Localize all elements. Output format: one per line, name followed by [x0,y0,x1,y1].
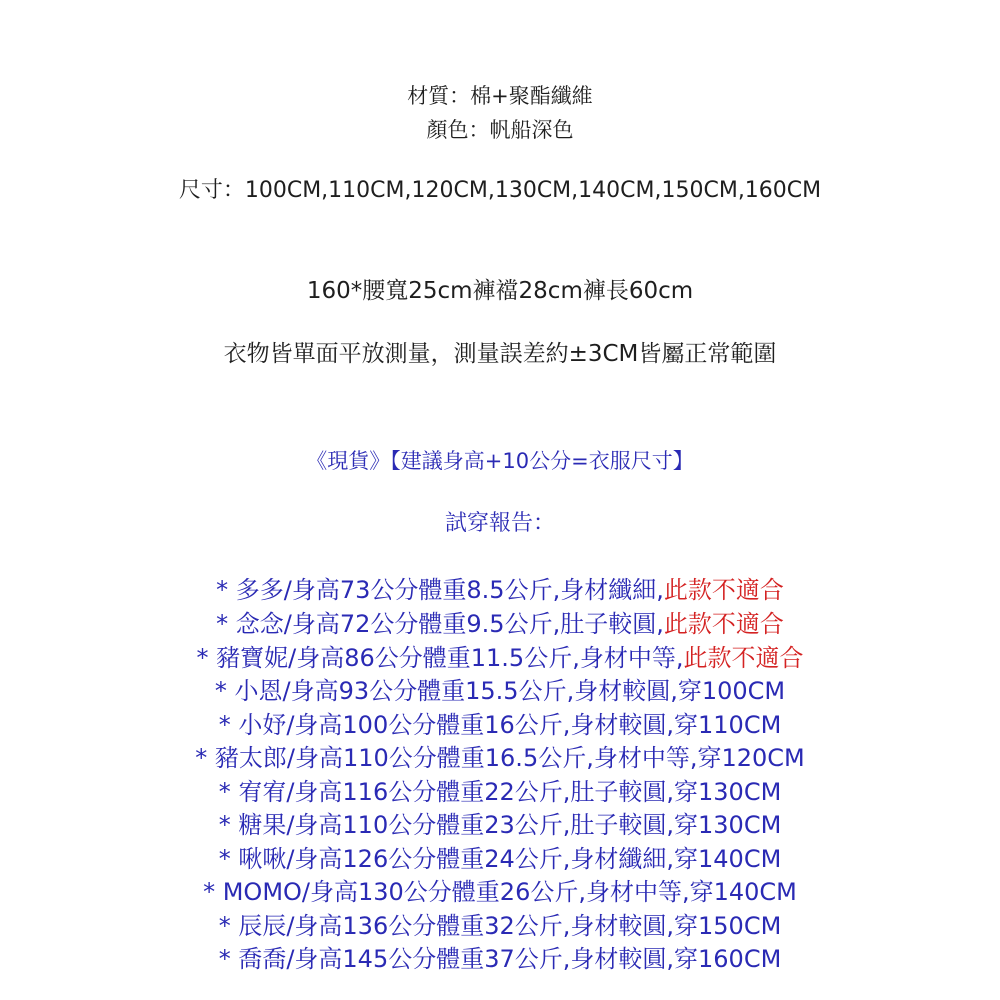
measurement-line: 160*腰寬25cm褲襠28cm褲長60cm [306,278,694,304]
report-text: * 糖果/身高110公分體重23公斤,肚子較圓,穿130CM [218,811,782,839]
report-text: * MOMO/身高130公分體重26公斤,身材中等,穿140CM [203,878,797,906]
report-text: * 喬喬/身高145公分體重37公斤,身材較圓,穿160CM [218,945,782,973]
report-text: * 念念/身高72公分體重9.5公斤,肚子較圓, [216,610,664,638]
report-text: * 小恩/身高93公分體重15.5公斤,身材較圓,穿100CM [214,677,786,705]
list-item [0,578,1000,602]
list-item [0,679,1000,703]
report-text: * 豬太郎/身高110公分體重16.5公斤,身材中等,穿120CM [195,744,805,772]
report-text: * 宥宥/身高116公分體重22公斤,肚子較圓,穿130CM [218,778,782,806]
list-item [0,746,1000,770]
size-suggestion-banner: 《現貨》【建議身高+10公分=衣服尺寸】 [306,449,694,473]
list-item [0,847,1000,871]
size-line: 尺寸：100CM,110CM,120CM,130CM,140CM,150CM,160CM [178,178,822,203]
list-item [0,612,1000,636]
report-text: * 辰辰/身高136公分體重32公斤,身材較圓,穿150CM [218,912,782,940]
measurement-note: 衣物皆單面平放測量，測量誤差約±3CM皆屬正常範圍 [223,341,777,367]
list-item [0,880,1000,904]
list-item [0,813,1000,837]
report-text: * 多多/身高73公分體重8.5公斤,身材纖細, [216,576,664,604]
report-verdict: 此款不適合 [663,610,784,638]
list-item [0,947,1000,971]
fitting-report-title: 試穿報告： [444,511,555,536]
report-text: * 啾啾/身高126公分體重24公斤,身材纖細,穿140CM [218,845,782,873]
list-item [0,914,1000,938]
report-verdict: 此款不適合 [683,644,804,672]
color-line: 顏色：帆船深色 [426,118,574,142]
material-line: 材質：棉+聚酯纖維 [407,84,593,108]
list-item [0,780,1000,804]
list-item [0,646,1000,670]
report-verdict: 此款不適合 [663,576,784,604]
report-text: * 豬寶妮/身高86公分體重11.5公斤,身材中等, [196,644,684,672]
list-item [0,713,1000,737]
report-text: * 小妤/身高100公分體重16公斤,身材較圓,穿110CM [218,711,782,739]
